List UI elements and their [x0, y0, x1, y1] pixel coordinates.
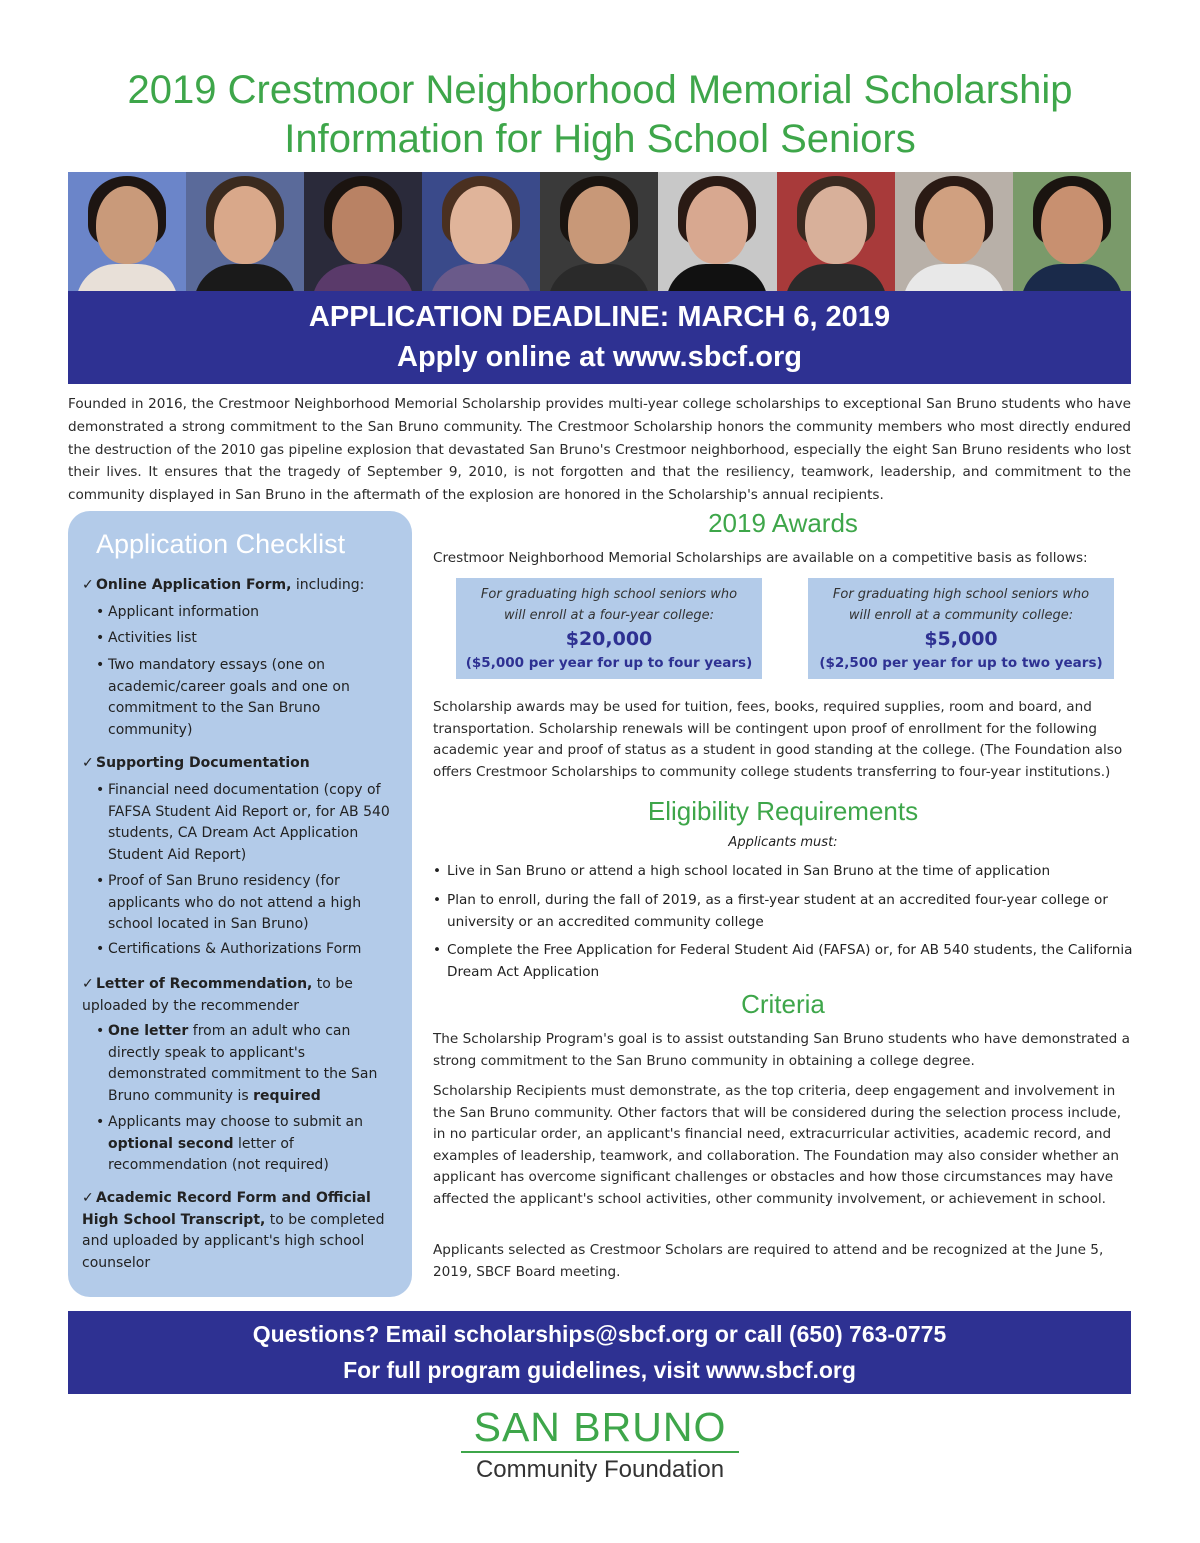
checklist-item: • One letter from an adult who can directly speak to applicant's demonstrated commitment to the San Bruno community is required	[96, 1023, 378, 1104]
checklist-section-supporting-docs: ✓ Supporting Documentation	[82, 753, 402, 775]
student-portrait	[777, 172, 895, 291]
student-portrait	[658, 172, 776, 291]
portrait-face	[332, 186, 394, 264]
logo-subtitle: Community Foundation	[475, 1456, 725, 1483]
portrait-body	[903, 264, 1005, 291]
guidelines-line: For full program guidelines, visit www.sbcf.org	[343, 1357, 856, 1383]
award-amount: $20,000	[565, 628, 653, 650]
awards-heading: 2019 Awards	[708, 508, 858, 538]
intro-paragraph: Founded in 2016, the Crestmoor Neighborhood Memorial Scholarship provides multi-year college scholarships to exceptional San Bruno students who have demonstrated a strong commitment to the San Bruno community. The Crestmoor Scholarship honors the community members who most directly endured the destruction of the 2010 gas pipeline explosion that devastated San Bruno's Crestmoor neighborhood, especially the eight San Bruno residents who lost their lives. It ensures that the tragedy of September 9, 2010, is not forgotten and that the resiliency, teamwork, leadership, and commitment to the community displayed in San Bruno in the aftermath of the explosion are honored in the Scholarship's annual recipients.	[68, 396, 1131, 504]
checklist-item: • Activities list	[96, 628, 396, 650]
deadline-text: APPLICATION DEADLINE: MARCH 6, 2019	[308, 301, 891, 333]
portrait-face	[805, 186, 867, 264]
student-photo-strip	[68, 172, 1131, 291]
portrait-face	[686, 186, 748, 264]
eligibility-item: • Complete the Free Application for Federal Student Aid (FAFSA) or, for AB 540 students, the California Dream Act Application	[433, 942, 1133, 980]
eligibility-item: • Plan to enroll, during the fall of 2019, as a first-year student at an accredited four-year college or university or an accredited community college	[433, 892, 1108, 930]
portrait-body	[1021, 264, 1123, 291]
student-portrait	[68, 172, 186, 291]
checklist-section-online-form: ✓ Online Application Form, including:	[82, 575, 402, 597]
checklist-item: • Two mandatory essays (one on academic/career goals and one on commitment to the San Bruno community)	[96, 657, 350, 738]
student-portrait	[1013, 172, 1131, 291]
criteria-paragraph-1: The Scholarship Program's goal is to assist outstanding San Bruno students who have demonstrated a strong commitment to the San Bruno community in obtaining a college degree.	[433, 1031, 1130, 1069]
award-amount: $5,000	[924, 628, 998, 650]
checklist-item: • Applicant information	[96, 602, 396, 624]
apply-online-text: Apply online at www.sbcf.org	[397, 341, 802, 373]
portrait-body	[785, 264, 887, 291]
check-icon: ✓	[82, 976, 94, 992]
bullet-icon: •	[96, 782, 105, 798]
bullet-icon: •	[96, 1114, 105, 1130]
deadline-banner	[68, 291, 1131, 384]
criteria-paragraph-3: Applicants selected as Crestmoor Scholars are required to attend and be recognized at the June 5, 2019, SBCF Board meeting.	[433, 1242, 1104, 1280]
awards-usage-paragraph: Scholarship awards may be used for tuition, fees, books, required supplies, room and board, and transportation. Scholarship renewals will be contingent upon proof of enrollment for the following academic year and proof of status as a student in good standing at the college. (The Foundation also offers Crestmoor Scholarships to community college students transferring to four-year institutions.)	[433, 699, 1123, 780]
eligibility-subhead: Applicants must:	[728, 835, 838, 850]
checklist-section-academic-record: ✓ Academic Record Form and Official High School Transcript, to be completed and uploaded by applicant's high school counselor	[82, 1190, 385, 1271]
bullet-icon: •	[96, 1023, 105, 1039]
checklist-item: • Certifications & Authorizations Form	[96, 939, 396, 961]
bullet-icon: •	[433, 863, 442, 879]
award-box-community-college: For graduating high school seniors who will enroll at a community college: $5,000 ($2,500 per year for up to two years)	[808, 578, 1114, 679]
portrait-face	[450, 186, 512, 264]
bullet-icon: •	[96, 873, 105, 889]
portrait-body	[312, 264, 414, 291]
portrait-face	[1041, 186, 1103, 264]
bullet-icon: •	[96, 657, 105, 673]
student-portrait	[186, 172, 304, 291]
student-portrait	[540, 172, 658, 291]
application-checklist	[68, 511, 412, 1297]
logo-name: SAN BRUNO	[473, 1404, 727, 1450]
portrait-face	[568, 186, 630, 264]
bullet-icon: •	[96, 630, 105, 646]
student-portrait	[304, 172, 422, 291]
portrait-body	[548, 264, 650, 291]
bullet-icon: •	[96, 604, 105, 620]
award-per-year: ($2,500 per year for up to two years)	[819, 655, 1103, 671]
foundation-logo	[0, 1405, 1200, 1487]
portrait-body	[666, 264, 768, 291]
bullet-icon: •	[433, 942, 442, 958]
criteria-heading: Criteria	[741, 989, 825, 1019]
checklist-title: Application Checklist	[96, 529, 346, 559]
award-per-year: ($5,000 per year for up to four years)	[465, 655, 753, 671]
check-icon: ✓	[82, 577, 94, 593]
portrait-face	[214, 186, 276, 264]
page-title	[0, 66, 1200, 164]
contact-line: Questions? Email scholarships@sbcf.org or call (650) 763-0775	[252, 1321, 947, 1347]
portrait-body	[76, 264, 178, 291]
portrait-face	[923, 186, 985, 264]
portrait-body	[194, 264, 296, 291]
student-portrait	[895, 172, 1013, 291]
checklist-item: • Proof of San Bruno residency (for applicants who do not attend a high school located in San Bruno)	[96, 873, 362, 932]
award-box-four-year: For graduating high school seniors who will enroll at a four-year college: $20,000 ($5,000 per year for up to four years)	[456, 578, 762, 679]
eligibility-item: • Live in San Bruno or attend a high school located in San Bruno at the time of application	[433, 861, 1133, 883]
portrait-face	[96, 186, 158, 264]
awards-intro: Crestmoor Neighborhood Memorial Scholarships are available on a competitive basis as follows:	[433, 550, 1088, 566]
portrait-body	[430, 264, 532, 291]
checklist-item: • Financial need documentation (copy of FAFSA Student Aid Report or, for AB 540 students, CA Dream Act Application Student Aid Report)	[96, 782, 390, 863]
contact-banner	[68, 1311, 1131, 1394]
checklist-section-recommendation: ✓ Letter of Recommendation, to be uploaded by the recommender	[82, 976, 353, 1014]
check-icon: ✓	[82, 755, 94, 771]
eligibility-heading: Eligibility Requirements	[647, 796, 919, 826]
checklist-item: • Applicants may choose to submit an optional second letter of recommendation (not required)	[96, 1114, 364, 1173]
criteria-paragraph-2: Scholarship Recipients must demonstrate, as the top criteria, deep engagement and involvement in the San Bruno community. Other factors that will be considered during the selection process include, in no particular order, an applicant's financial need, extracurricular activities, academic record, and examples of leadership, teamwork, and collaboration. The Foundation may also consider whether an applicant has overcome significant challenges or obstacles and how those circumstances may have affected the applicant's school activities, other community involvement, or achievement in school.	[433, 1083, 1122, 1207]
title-line-1: 2019 Crestmoor Neighborhood Memorial Scholarship	[127, 68, 1073, 112]
title-line-2: Information for High School Seniors	[284, 117, 916, 161]
bullet-icon: •	[96, 941, 105, 957]
check-icon: ✓	[82, 1190, 94, 1206]
bullet-icon: •	[433, 892, 442, 908]
student-portrait	[422, 172, 540, 291]
